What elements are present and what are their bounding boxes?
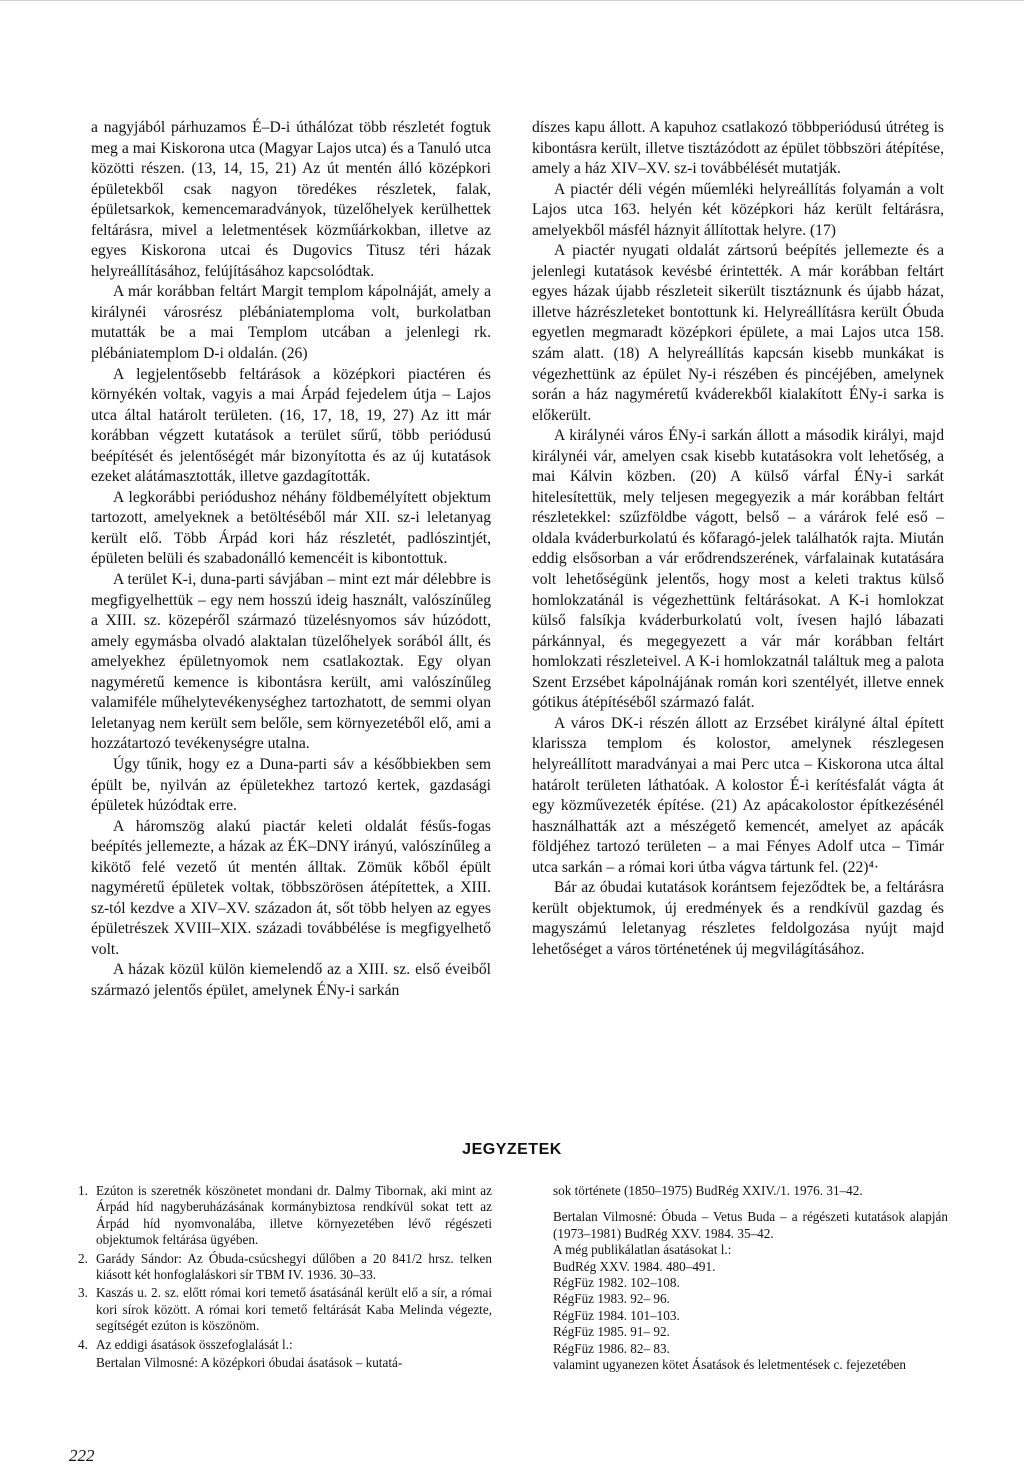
- paragraph: A háromszög alakú piactár keleti oldalát fésűs-fogas beépítés jellemezte, a házak az ÉK–DNY irányú, valószínűleg a kikötő felé vezető út mentén álltak. Zömük kőből épült nagyméretű épületek voltak, többszörösen átépítettek, a XIII. sz-tól kezdve a XIV–XV. századon át, sőt több helyen az egyes épületrészek XVIII–XIX. századi továbbélése is megfigyelhető volt.: [91, 817, 491, 958]
- note-line: RégFüz 1982. 102–108.: [553, 1275, 680, 1291]
- note-line: RégFüz 1983. 92– 96.: [553, 1291, 670, 1307]
- note-line: valamint ugyanezen kötet Ásatások és leletmentések c. fejezetében: [553, 1357, 906, 1373]
- paragraph: A legjelentősebb feltárások a középkori piactéren és környékén voltak, vagyis a mai Árpád fejedelem útja – Lajos utca által határolt területen. (16, 17, 18, 19, 27) Az itt már korábban végzett kutatások a terület sűrű, több periódusú beépítését és jelentőségét már bizonyította és az új kutatások ezeket alátámasztották, illetve gazdagították.: [91, 365, 491, 486]
- note-continuation: sok története (1850–1975) BudRég XXIV./1. 1976. 31–42.: [553, 1183, 863, 1198]
- paragraph: A piactér déli végén műemléki helyreállítás folyamán a volt Lajos utca 163. helyén két középkori ház került feltárásra, amelyekből másfél háznyit állítottak helyre. (17): [532, 180, 944, 239]
- paragraph: díszes kapu állott. A kapuhoz csatlakozó többperiódusú útréteg is kibontásra került, illetve tisztázódott az épület többszöri átépítése, amely a ház XIV–XV. sz-i továbbélését mutatják.: [532, 119, 944, 178]
- paragraph: A piactér nyugati oldalát zártsorú beépítés jellemezte és a jelenlegi kutatások kevésbé érintették. A már korábban feltárt egyes házak újabb részleteit sikerült tisztáznunk és újabb házat, illetve házrészleteket bontottunk ki. Helyreállításra került Óbuda egyetlen megmaradt középkori épülete, a mai Lajos utca 158. szám alatt. (18) A helyreállítás kapcsán kisebb munkákat is végezhettünk az épület Ny-i részében és pincéjében, amelynek során a ház nagyméretű kváderekből kialakított ÉNy-i sarka is előkerült.: [532, 242, 944, 424]
- note-item: [74, 1285, 492, 1334]
- note-continuation: [74, 1355, 492, 1371]
- note-line: RégFüz 1986. 82– 83.: [553, 1340, 670, 1356]
- body-column-right: [532, 118, 944, 960]
- paragraph: A város DK-i részén állott az Erzsébet királyné által épített klarissza templom és kolostor, amelynek részlegesen helyreállított maradványai a mai Perc utca – Kiskorona utca által határolt területen láthatóak. A kolostor É-i kerítésfalát vágta át egy közművezeték építése. (21) Az apácakolostor építkezésénél használhatták azt a mészégető kemencét, amelyet az apácák földjéhez tartozó területen – a mai Fényes Adolf utca – Timár utca sarkán – a római kori útba vágva tártunk fel. (22)⁴·: [532, 714, 944, 876]
- note-line: RégFüz 1985. 91– 92.: [553, 1324, 670, 1340]
- notes-column-left: [74, 1183, 492, 1373]
- paragraph: A legkorábbi periódushoz néhány földbemélyített objektum tartozott, amelyeknek a betöltéséből már XII. sz-i leletanyag került elő. Több Árpád kori ház részletét, padlószintjét, épületen belüli és szabadonálló kemencéit is kibontottuk.: [91, 488, 491, 568]
- note-line: A még publikálatlan ásatásokat l.:: [553, 1242, 732, 1258]
- note-text: Az eddigi ásatások összefoglalását l.:: [96, 1336, 293, 1352]
- paragraph: Bár az óbudai kutatások korántsem fejeződtek be, a feltárásra került objektumok, új eredmények és a rendkívül gazdag és magyszámú leletanyag részletes feldolgozása nyújt majd lehetőséget a város történetének új megvilágításához.: [532, 879, 944, 958]
- note-number: 4.: [78, 1336, 88, 1352]
- note-line: Bertalan Vilmosné: Óbuda – Vetus Buda – a régészeti kutatások alapján (1973–1981) BudRég XXV. 1984. 35–42.: [553, 1209, 948, 1241]
- note-line: BudRég XXV. 1984. 480–491.: [553, 1258, 716, 1274]
- note-line: RégFüz 1984. 101–103.: [553, 1307, 680, 1323]
- paragraph: A házak közül külön kiemelendő az a XIII. sz. első éveiből származó jelentős épület, amelynek ÉNy-i sarkán: [91, 961, 491, 999]
- note-text: Kaszás u. 2. sz. előtt római kori temető ásatásánál került elő a sír, a római kori sírok között. A római kori temető feltárását Kaba Melinda végezte, segítségét ezúton is köszönöm.: [96, 1285, 492, 1334]
- scan-edge-line: [0, 0, 1024, 1]
- page-number: 222: [69, 1446, 95, 1465]
- note-item: [74, 1183, 492, 1249]
- notes-column-right: [553, 1183, 948, 1373]
- body-column-left: [91, 118, 491, 1002]
- note-text: Garády Sándor: Az Óbuda-csúcshegyi dűlőben a 20 841/2 hrsz. telken kiásott két honfoglaláskori sír TBM IV. 1936. 30–33.: [96, 1250, 492, 1283]
- paragraph: A már korábban feltárt Margit templom kápolnáját, amely a királynéi városrész plébániatemploma volt, burkolatban mutatták be a mai Templom utcában a jelenlegi rk. plébániatemplom D-i oldalán. (26): [91, 283, 491, 363]
- paragraph: Úgy tűnik, hogy ez a Duna-parti sáv a későbbiekben sem épült be, nyilván az épületekhez tartozó kertek, gazdasági épületek húzódtak erre.: [91, 755, 491, 815]
- note-number: 2.: [78, 1250, 88, 1266]
- note-text: Ezúton is szeretnék köszönetet mondani dr. Dalmy Tibornak, aki mint az Árpád híd nagyberuházásának kormánybiztosa rendkívül sokat tett az Árpád híd nyomvonalába, illetve környezetében lévő régészeti objektumok feltárása ügyében.: [96, 1183, 492, 1248]
- note-item: [74, 1251, 492, 1284]
- note-item: [74, 1337, 492, 1353]
- paragraph: A királynéi város ÉNy-i sarkán állott a második királyi, majd királynéi vár, amelyen csak kisebb kutatásokra volt lehetőség, a mai Kálvin közben. (20) A külső várfal ÉNy-i sarkát hitelesítettük, mely teljesen megegyezik a már korábban feltárt részletekkel: szűzföldbe vágott, belső – a várárok felé eső – oldala kváderburkolatú és kőfaragó-jelek találhatók rajta. Miután eddig elsősorban a vár erődrendszerének, várfalainak kutatására volt lehetőségünk jelentős, hogy most a keleti traktus külső homlokzatánál is végezhettünk feltárásokat. A K-i homlokzat külső falsíkja kváderburkolatú volt, ívesen hajló lábazati párkánnyal, és megegyezett a vár már korábban feltárt homlokzati részleteivel. A K-i homlokzatnál találtuk meg a palota Szent Erzsébet kápolnájának román kori szentélyét, illetve ennek gótikus átépítéséből származó falát.: [532, 427, 944, 712]
- paragraph: a nagyjából párhuzamos É–D-i úthálózat több részletét fogtuk meg a mai Kiskorona utca (Magyar Lajos utca) és a Tanuló utca közötti részen. (13, 14, 15, 21) Az út mentén álló középkori épületekből csak nagyon töredékes részletek, falak, épületsarkok, kemencemaradványok, tüzelőhelyek kerülhettek feltárásra, mivel a leletmentések közműárkokban, illetve az egyes Kiskorona utcai és Dugovics Titusz téri házak helyreállításához, felújításához kapcsolódtak.: [91, 119, 491, 280]
- notes-heading: JEGYZETEK: [462, 1141, 562, 1158]
- note-number: 3.: [78, 1285, 88, 1301]
- note-number: 1.: [78, 1183, 88, 1198]
- note-text: Bertalan Vilmosné: A középkori óbudai ásatások – kutatá-: [96, 1355, 403, 1371]
- paragraph: A terület K-i, duna-parti sávjában – mint ezt már délebbre is megfigyelhettük – egy nem hosszú ideig használt, valószínűleg a XIII. sz. közepéről származó tüzelésnyomos sáv húzódott, amely egymásba olvadó alaktalan tüzelőhelyek sorából állt, és amelyekhez épületnyomok nem csatlakoztak. Egy olyan nagyméretű kemence is kibontásra került, ami valószínűleg valamiféle műhelytevékenységhez tartozhatott, de semmi olyan leletanyag nem került sem belőle, sem környezetéből elő, ami a hozzátartozó tevékenységre utalna.: [91, 571, 491, 753]
